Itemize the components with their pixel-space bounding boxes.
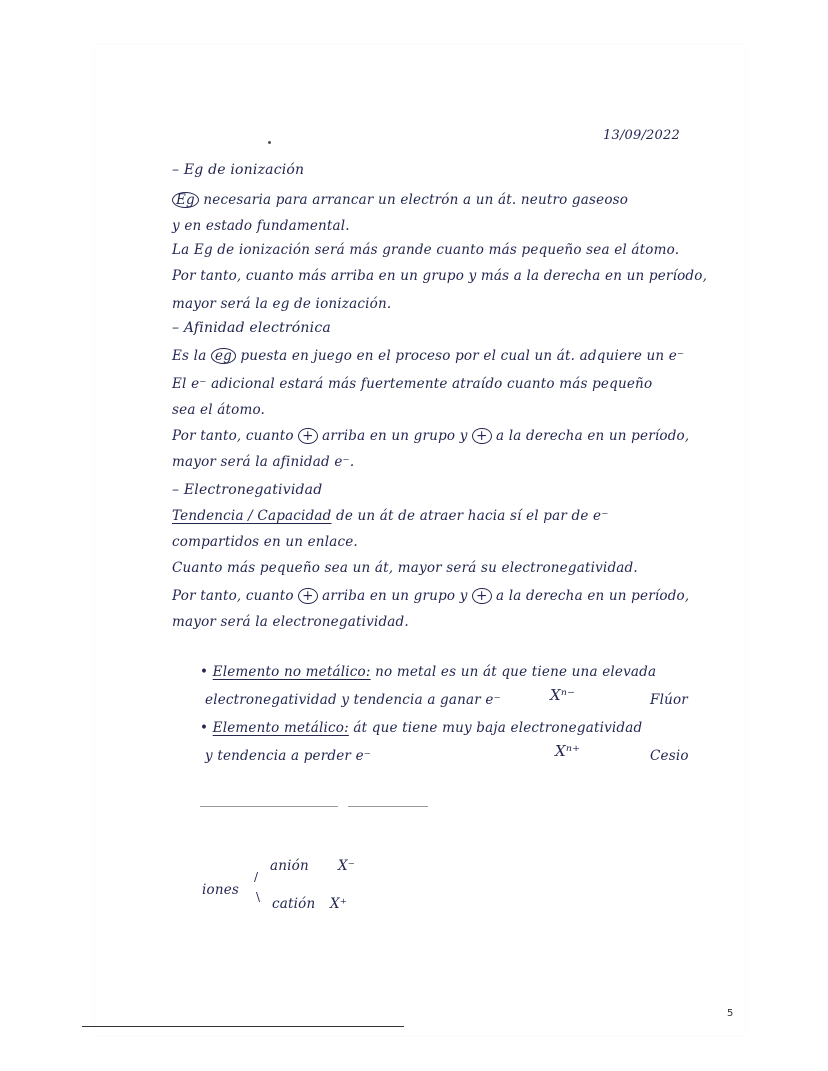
s1-line2: y en estado fundamental. [172,218,350,234]
s1-line5: mayor será la eg de ionización. [172,296,392,312]
s3-line4 [172,588,689,604]
cation-symbol: X⁺ [330,896,348,912]
anion-label: anión [270,858,309,874]
bullet-dot: • [200,720,213,736]
heading-ionization-energy: – Eg de ionización [172,162,305,178]
date: 13/09/2022 [603,128,680,143]
s2-line3: sea el átomo. [172,402,266,418]
separator-line [348,806,428,807]
ions-label: iones [202,882,240,898]
page-edge-line [82,1026,404,1027]
bullet-dot: • [200,664,213,680]
s1-line4: Por tanto, cuanto más arriba en un grupo y más a la derecha en un período, [172,268,708,284]
s3-line1-text: de un át de atraer hacia sí el par de e⁻ [331,508,609,524]
s2-line4-mid: arriba en un grupo y [317,428,473,444]
metal-text: át que tiene muy baja electronegatividad [348,720,643,736]
s2-line1-pre: Es la [172,348,211,364]
cation-label: catión [272,896,316,912]
circled-eg: eg [211,348,236,364]
circled-plus: + [298,428,318,444]
bullet-metal [200,720,642,736]
s3-line4-text: a la derecha en un período, [491,588,690,604]
heading-electronegativity: – Electronegatividad [172,482,323,498]
s3-term: Tendencia / Capacidad [172,508,332,524]
s2-line2: El e⁻ adicional estará más fuertemente atraído cuanto más pequeño [172,376,653,392]
nonmetal-text: no metal es un át que tiene una elevada [370,664,657,680]
bullet-nonmetal [200,664,656,680]
s3-line3: Cuanto más pequeño sea un át, mayor será su electronegatividad. [172,560,638,576]
metal-ion-symbol: Xⁿ⁺ [555,742,581,760]
s3-line2: compartidos en un enlace. [172,534,358,550]
s2-line4-pre: Por tanto, cuanto [172,428,299,444]
s3-line4-mid: arriba en un grupo y [317,588,473,604]
s1-line1-text: necesaria para arrancar un electrón a un át. neutro gaseoso [198,192,629,208]
circled-eg: Eg [172,192,199,208]
s2-line4-text: a la derecha en un período, [491,428,690,444]
metal-example: Cesio [650,748,689,764]
s2-line4 [172,428,689,444]
circled-plus: + [298,588,318,604]
s1-line3: La Eg de ionización será más grande cuanto más pequeño sea el átomo. [172,242,680,258]
nonmetal-line2: electronegatividad y tendencia a ganar e⁻ [205,692,501,708]
s2-line5: mayor será la afinidad e⁻. [172,454,355,470]
ink-dot [268,141,271,144]
s2-line1-text: puesta en juego en el proceso por el cual un át. adquiere un e⁻ [235,348,685,364]
metal-term: Elemento metálico: [212,720,349,736]
heading-electron-affinity: – Afinidad electrónica [172,320,331,336]
s2-line1 [172,348,684,364]
s3-line1 [172,508,609,524]
s3-line4-pre: Por tanto, cuanto [172,588,299,604]
metal-line2: y tendencia a perder e⁻ [205,748,372,764]
nonmetal-term: Elemento no metálico: [212,664,371,680]
s1-line1 [172,192,628,208]
circled-plus: + [472,428,492,444]
separator-line [200,806,338,807]
branch-up-mark: / [254,870,259,884]
page-number: 5 [727,1008,734,1019]
anion-symbol: X⁻ [338,858,356,874]
branch-down-mark: \ [256,890,261,904]
circled-plus: + [472,588,492,604]
nonmetal-ion-symbol: Xⁿ⁻ [550,686,576,704]
nonmetal-example: Flúor [650,692,688,708]
s3-line5: mayor será la electronegatividad. [172,614,409,630]
